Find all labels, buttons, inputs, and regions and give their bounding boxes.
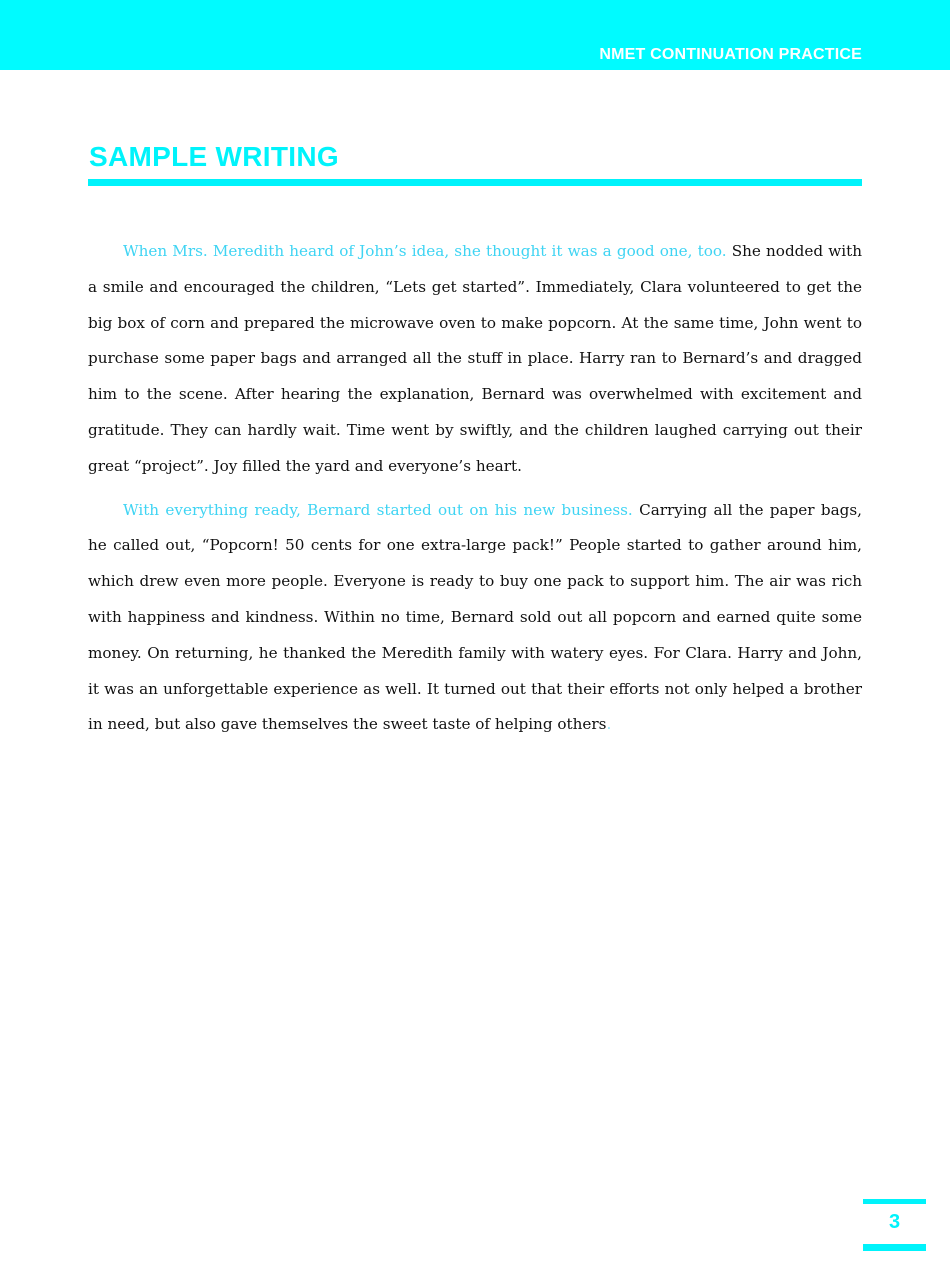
section-title: SAMPLE WRITING [89,141,339,172]
page-number-bottom-bar [863,1244,926,1251]
series-title: NMET CONTINUATION PRACTICE [599,46,862,63]
page-number: 3 [888,1211,901,1233]
paragraph-2-final-period: . [606,715,612,734]
paragraph-2 [88,493,862,744]
paragraph-1-lead-sentence: When Mrs. Meredith heard of John’s idea, she thought it was a good one, too. [123,242,727,260]
paragraph-2-text: Carrying all the paper bags, he called out, “Popcorn! 50 cents for one extra-large pack!” People started to gather around him, which drew even more people. Everyone is ready to buy one pack to support him. The air was rich with happiness and kindness. Within no time, Bernard sold out all popcorn and earned quite some money. On returning, he thanked the Meredith family with watery eyes. For Clara. Harry and John, it was an unforgettable experience as well. It turned out that their efforts not only helped a brother in need, but also gave themselves the sweet taste of helping others [88,500,862,734]
page-number-box [863,1199,926,1251]
top-banner [0,0,950,70]
essay-body [88,234,862,751]
paragraph-1-text: She nodded with a smile and encouraged the children, “Lets get started”. Immediately, Clara volunteered to get the big box of corn and prepared the microwave oven to make popcorn. At the same time, John went to purchase some paper bags and arranged all the stuff in place. Harry ran to Bernard’s and dragged him to the scene. After hearing the explanation, Bernard was overwhelmed with excitement and gratitude. They can hardly wait. Time went by swiftly, and the children laughed carrying out their great “project”. Joy filled the yard and everyone’s heart. [88,242,862,475]
paragraph-1 [88,234,862,485]
paragraph-2-lead-sentence: With everything ready, Bernard started out on his new business. [123,500,633,519]
page-number-top-bar [863,1199,926,1204]
title-underline [88,179,862,186]
